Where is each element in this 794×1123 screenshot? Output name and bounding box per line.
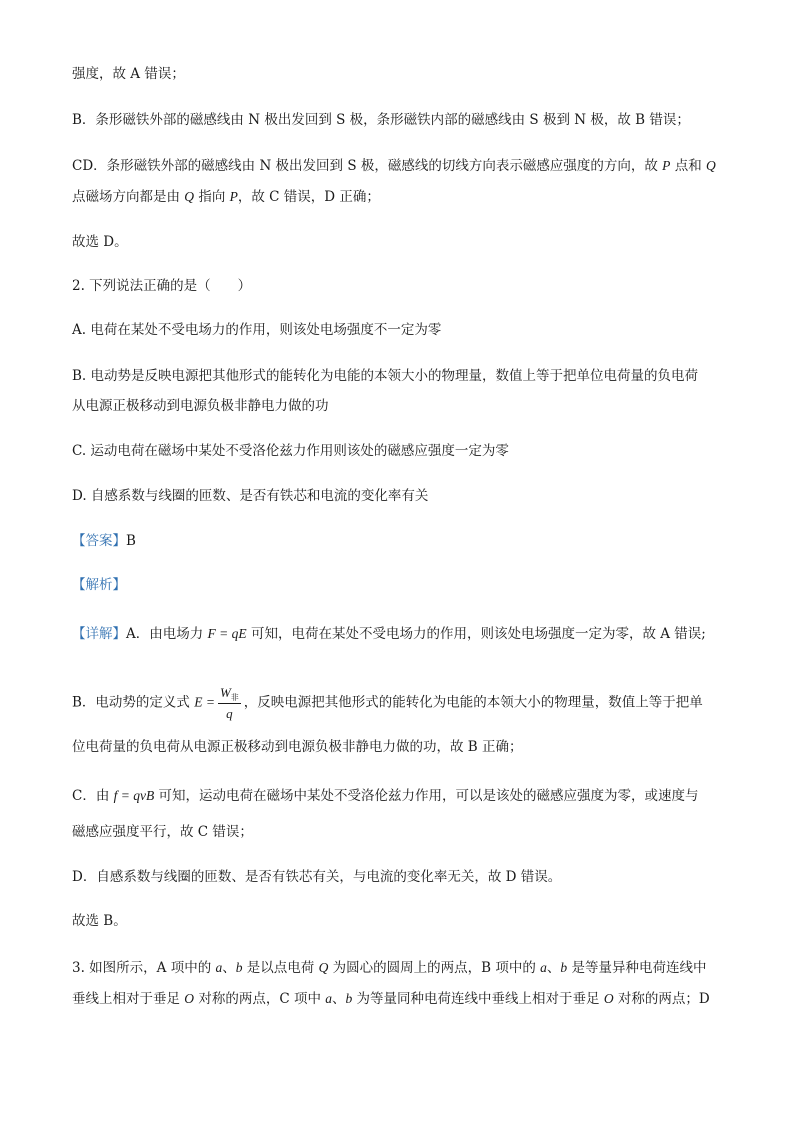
detail-line-b-cont: 位电荷量的负电荷从电源正极移动到电源负极非静电力做的功，故 B 正确； (72, 739, 523, 755)
text-span: 可知，电荷在某处不受电场力的作用，则该处电场强度一定为零，故 A 错误; (246, 626, 706, 642)
conclusion-line: 故选 B。 (72, 913, 127, 929)
detail-line-c-cont: 磁感应强度平行，故 C 错误； (72, 824, 253, 840)
text-line: 故选 D。 (72, 234, 128, 250)
denominator-q: q (226, 706, 233, 721)
formula-emf-lhs: E = (194, 694, 215, 710)
var-q: Q (318, 960, 329, 975)
text-span: 3. 如图所示，A 项中的 (72, 960, 216, 976)
text-line: 强度，故 A 错误； (72, 66, 185, 82)
var-b: b (235, 960, 243, 975)
text-span: 、 (332, 991, 346, 1007)
question-2-stem: 2. 下列说法正确的是（ ） (72, 278, 252, 294)
var-o: O (184, 991, 195, 1006)
var-a: a (325, 991, 332, 1006)
text-span: 、 (546, 960, 561, 976)
option-a: A. 电荷在某处不受电场力的作用，则该处电场强度不一定为零 (72, 322, 442, 338)
formula-lorentz-force: f = qvB (113, 788, 155, 803)
text-span: 为圆心的圆周上的两点，B 项中的 (328, 960, 541, 976)
text-span: 点和 (670, 158, 707, 174)
text-span: 、 (222, 960, 236, 976)
var-b: b (560, 960, 568, 975)
detail-tag: 【详解】 (72, 626, 126, 642)
text-span: 是等量异种电荷连线中 (567, 960, 707, 976)
detail-line-c (72, 786, 699, 806)
answer-line (72, 531, 136, 551)
option-c: C. 运动电荷在磁场中某处不受洛伦兹力作用则该处的磁感应强度一定为零 (72, 443, 509, 459)
analysis-tag (72, 575, 126, 595)
text-span: C．由 (72, 788, 114, 804)
formula-emf-fraction (218, 686, 241, 720)
numerator-w: W (219, 685, 231, 700)
text-span: ，反映电源把其他形式的能转化为电能的本领大小的物理量，数值上等于把单 (243, 694, 703, 711)
text-span: ，故 C 错误，D 正确； (237, 189, 380, 205)
var-a: a (215, 960, 223, 975)
var-q: Q (184, 189, 195, 204)
text-span: 为等量同种电荷连线中垂线上相对于垂足 (352, 991, 604, 1007)
text-span: A．由电场力 (126, 626, 208, 642)
answer-tag: 【答案】 (72, 533, 126, 549)
question-3-line-1 (72, 958, 706, 978)
var-a: a (540, 960, 547, 975)
text-span: 垂线上相对于垂足 (72, 991, 185, 1007)
text-span: 对称的两点；D (613, 991, 710, 1007)
var-p: P (662, 158, 671, 173)
text-line (72, 156, 716, 176)
text-span: 可知，运动电荷在磁场中某处不受洛伦兹力作用，可以是该处的磁感应强度为零，或速度与 (154, 788, 699, 804)
question-3-line-2 (72, 989, 710, 1009)
text-line (72, 187, 380, 207)
detail-line-a (72, 624, 706, 644)
text-span: CD．条形磁铁外部的磁感线由 N 极出发回到 S 极，磁感线的切线方向表示磁感应强度的方向，故 (72, 158, 663, 174)
answer-value: B (126, 533, 136, 549)
text-line: B．条形磁铁外部的磁感线由 N 极出发回到 S 极，条形磁铁内部的磁感线由 S 极到 N 极，故 B 错误； (72, 112, 690, 128)
option-b: B. 电动势是反映电源把其他形式的能转化为电能的本领大小的物理量，数值上等于把单位电荷量的负电荷 (72, 368, 699, 384)
text-span: 点磁场方向都是由 (72, 189, 185, 205)
text-span: B．电动势的定义式 (72, 694, 195, 711)
var-o: O (603, 991, 614, 1006)
detail-line-b (72, 686, 703, 720)
option-b-cont: 从电源正极移动到电源负极非静电力做的功 (72, 398, 329, 414)
var-p: P (229, 189, 238, 204)
subscript: 非 (230, 693, 239, 702)
var-b: b (345, 991, 353, 1006)
formula-electric-force: F = qE (207, 626, 247, 641)
detail-line-d: D．自感系数与线圈的匝数、是否有铁芯有关，与电流的变化率无关，故 D 错误。 (72, 869, 562, 885)
text-span: 是以点电荷 (242, 960, 319, 976)
var-q: Q (706, 158, 716, 173)
text-span: 对称的两点，C 项中 (194, 991, 326, 1007)
analysis-label: 【解析】 (72, 577, 126, 593)
option-d: D. 自感系数与线圈的匝数、是否有铁芯和电流的变化率有关 (72, 488, 429, 504)
text-span: 指向 (194, 189, 230, 205)
